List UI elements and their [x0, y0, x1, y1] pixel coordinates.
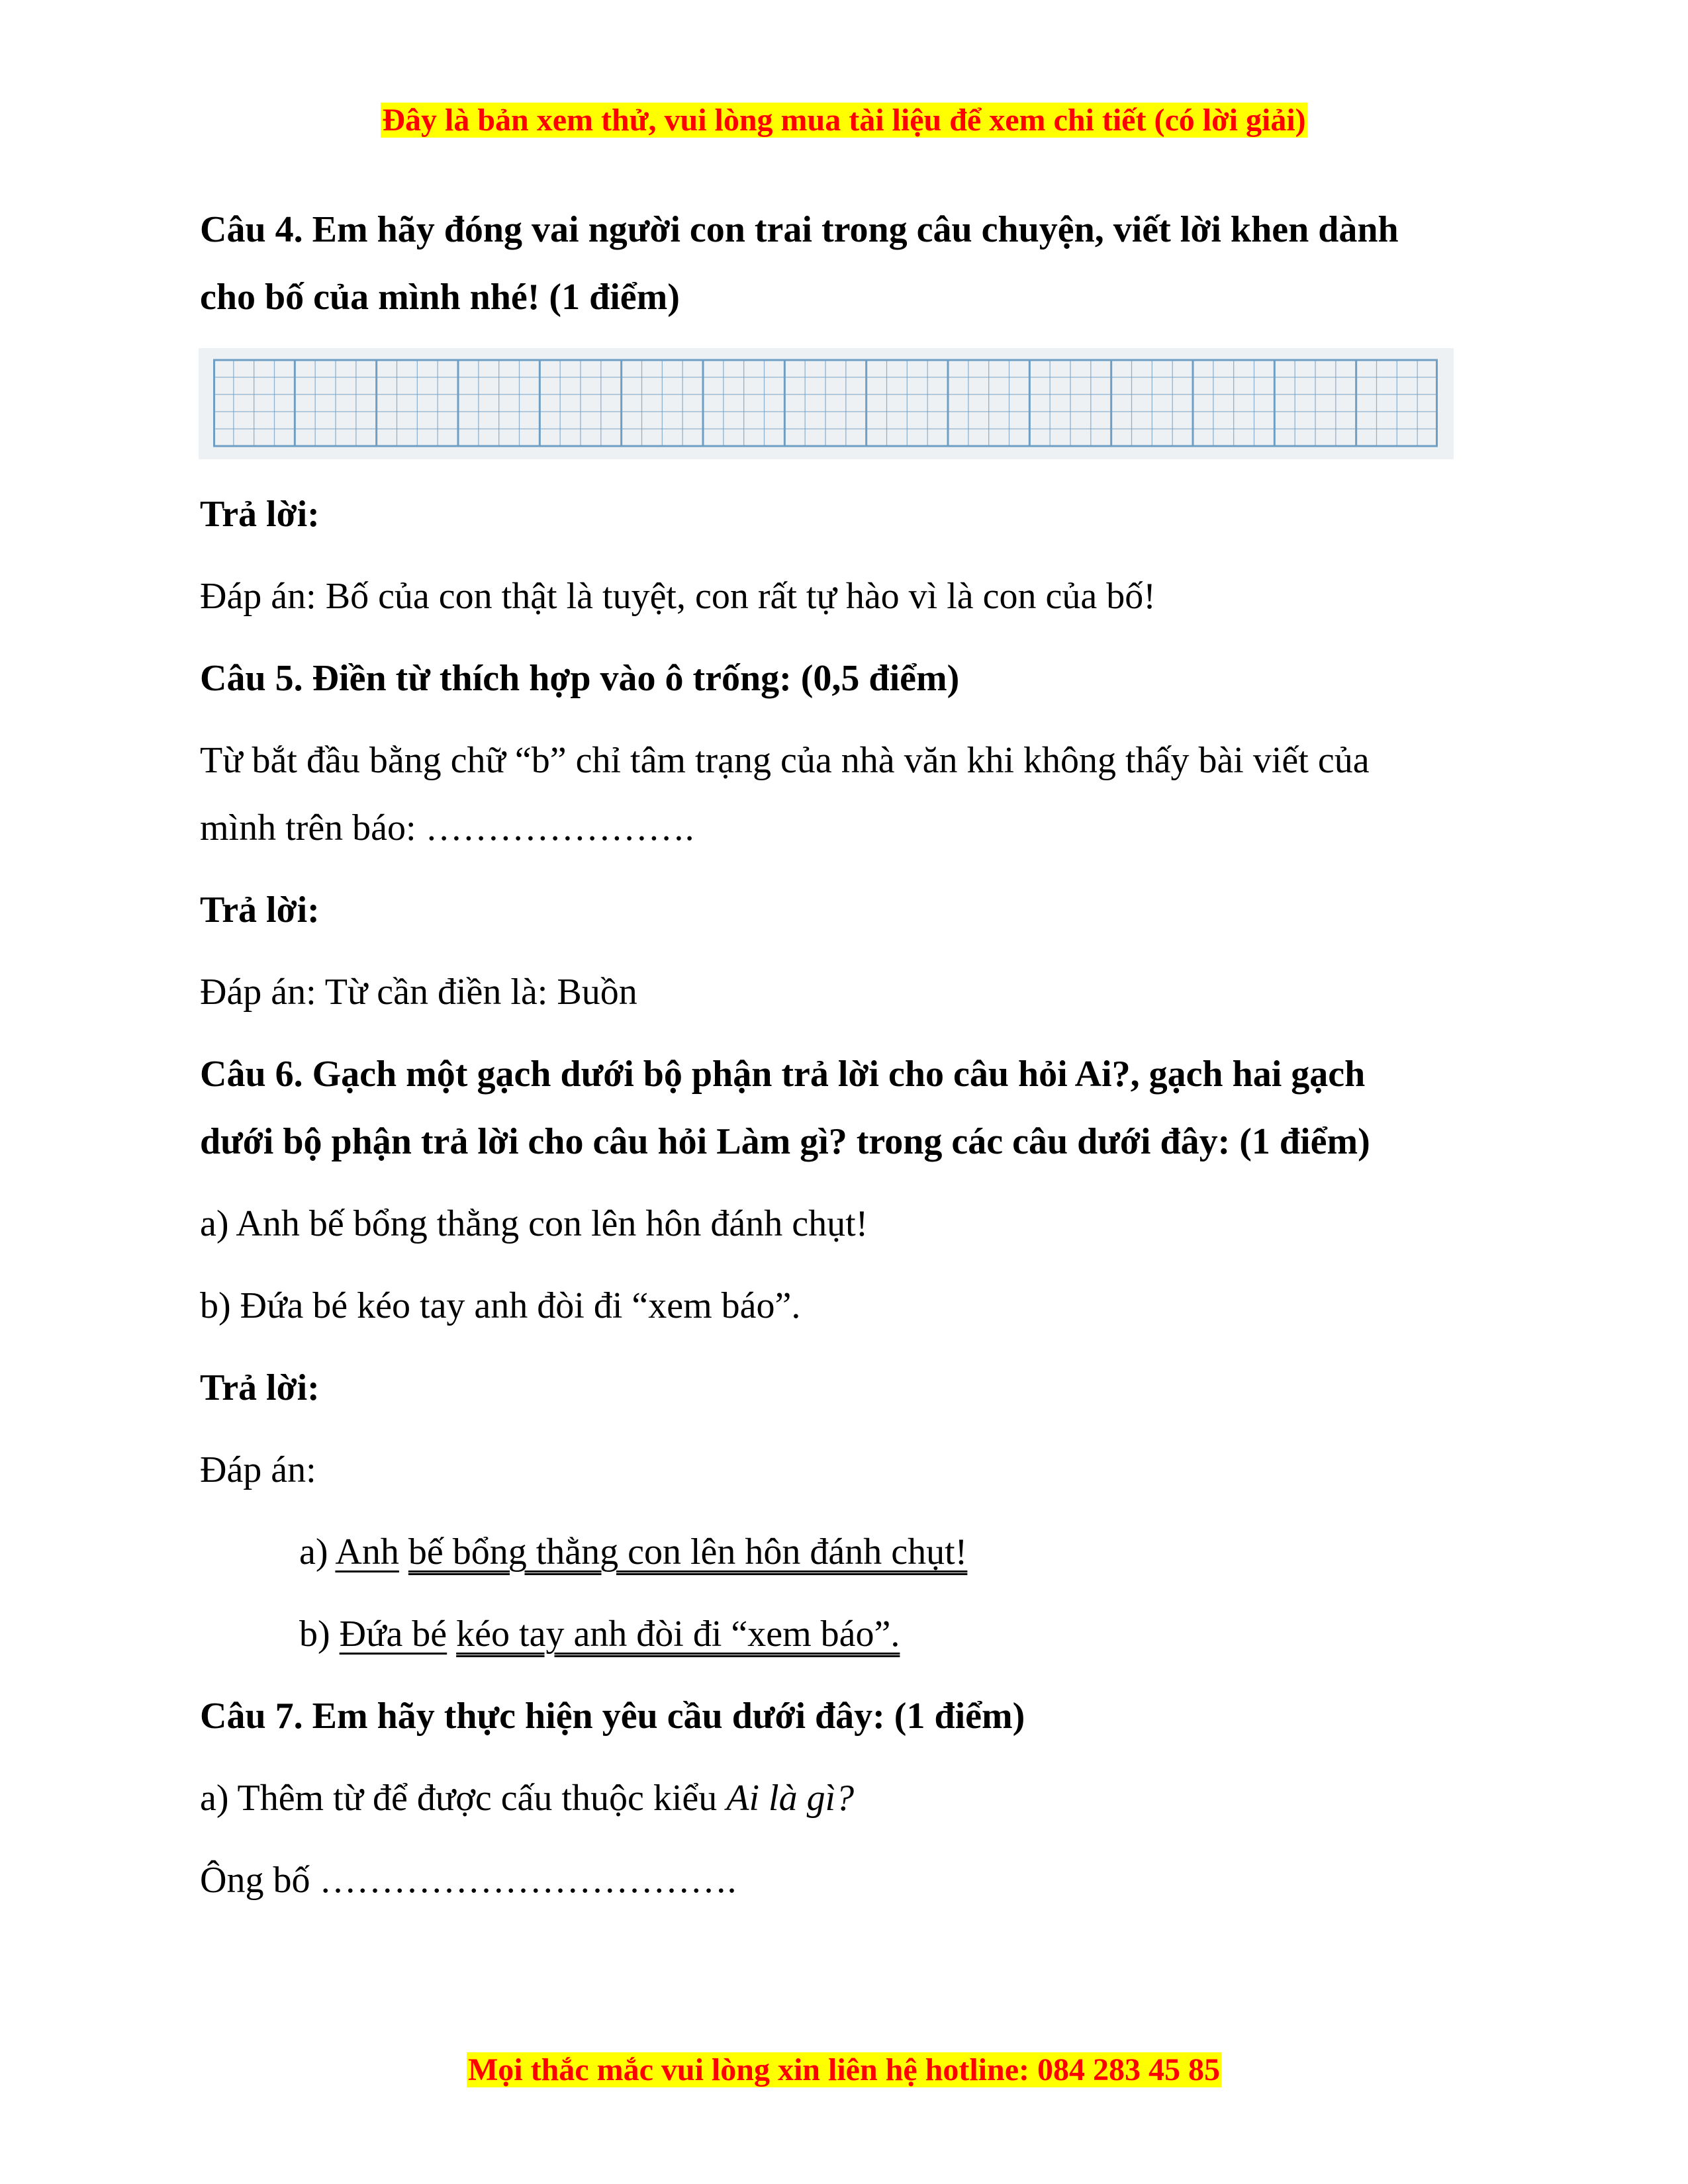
preview-notice: [0, 101, 1688, 140]
question-4-line-1: Câu 4. Em hãy đóng vai người con trai trong câu chuyện, viết lời khen dành: [200, 209, 1399, 250]
answer-6-item-a: [200, 1518, 1458, 1586]
question-6-line-1: Câu 6. Gạch một gạch dưới bộ phận trả lời cho câu hỏi Ai?, gạch hai gạch: [200, 1054, 1366, 1095]
question-6-item-b: b) Đứa bé kéo tay anh đòi đi “xem báo”.: [200, 1285, 801, 1326]
question-7-blank-line: Ông bố …………………………….: [200, 1860, 737, 1901]
answer-6-a-space: [399, 1531, 408, 1572]
question-7-item-a: [200, 1764, 1458, 1832]
question-7-item-a-text: a) Thêm từ để được cấu thuộc kiểu: [200, 1778, 727, 1819]
question-5-line-1: Từ bắt đầu bằng chữ “b” chỉ tâm trạng của nhà văn khi không thấy bài viết của: [200, 740, 1370, 781]
hotline-notice: [0, 2050, 1688, 2090]
answer-6-item-b: [200, 1600, 1458, 1668]
answer-5: Đáp án: Từ cần điền là: Buồn: [200, 972, 637, 1013]
answer-6-b-subject: Đứa bé: [339, 1614, 447, 1655]
question-6-item-a: a) Anh bế bổng thằng con lên hôn đánh chụt!: [200, 1203, 868, 1244]
answer-heading-4: Trả lời:: [200, 494, 320, 535]
answer-6-b-prefix: b): [299, 1614, 340, 1655]
answer-6-b-space: [447, 1614, 456, 1655]
answer-4: Đáp án: Bố của con thật là tuyệt, con rất tự hào vì là con của bố!: [200, 576, 1156, 617]
question-5-line-2: mình trên báo: ………………….: [200, 807, 694, 848]
answer-heading-5: Trả lời:: [200, 889, 320, 931]
answer-6-b-predicate: kéo tay anh đòi đi “xem báo”.: [456, 1614, 900, 1655]
question-4-line-2: cho bố của mình nhé! (1 điểm): [200, 277, 680, 318]
answer-6-a-prefix: a): [299, 1531, 336, 1572]
question-7-item-a-italic: Ai là gì?: [726, 1778, 855, 1819]
answer-heading-6: Trả lời:: [200, 1367, 320, 1408]
answer-6-label: Đáp án:: [200, 1449, 316, 1490]
question-7-title: Câu 7. Em hãy thực hiện yêu cầu dưới đây: (1 điểm): [200, 1696, 1025, 1737]
grid-spacer: [200, 331, 1458, 480]
document-body: [200, 196, 1458, 1914]
question-6-line-2: dưới bộ phận trả lời cho câu hỏi Làm gì? trong các câu dưới đây: (1 điểm): [200, 1121, 1370, 1162]
preview-notice-text: Đây là bản xem thử, vui lòng mua tài liệu để xem chi tiết (có lời giải): [382, 103, 1306, 138]
question-5-title: Câu 5. Điền từ thích hợp vào ô trống: (0,5 điểm): [200, 658, 960, 699]
hotline-notice-text: Mọi thắc mắc vui lòng xin liên hệ hotline: 084 283 45 85: [467, 2052, 1220, 2087]
answer-6-a-predicate: bế bổng thằng con lên hôn đánh chụt!: [408, 1531, 968, 1572]
answer-6-a-subject: Anh: [335, 1531, 399, 1572]
